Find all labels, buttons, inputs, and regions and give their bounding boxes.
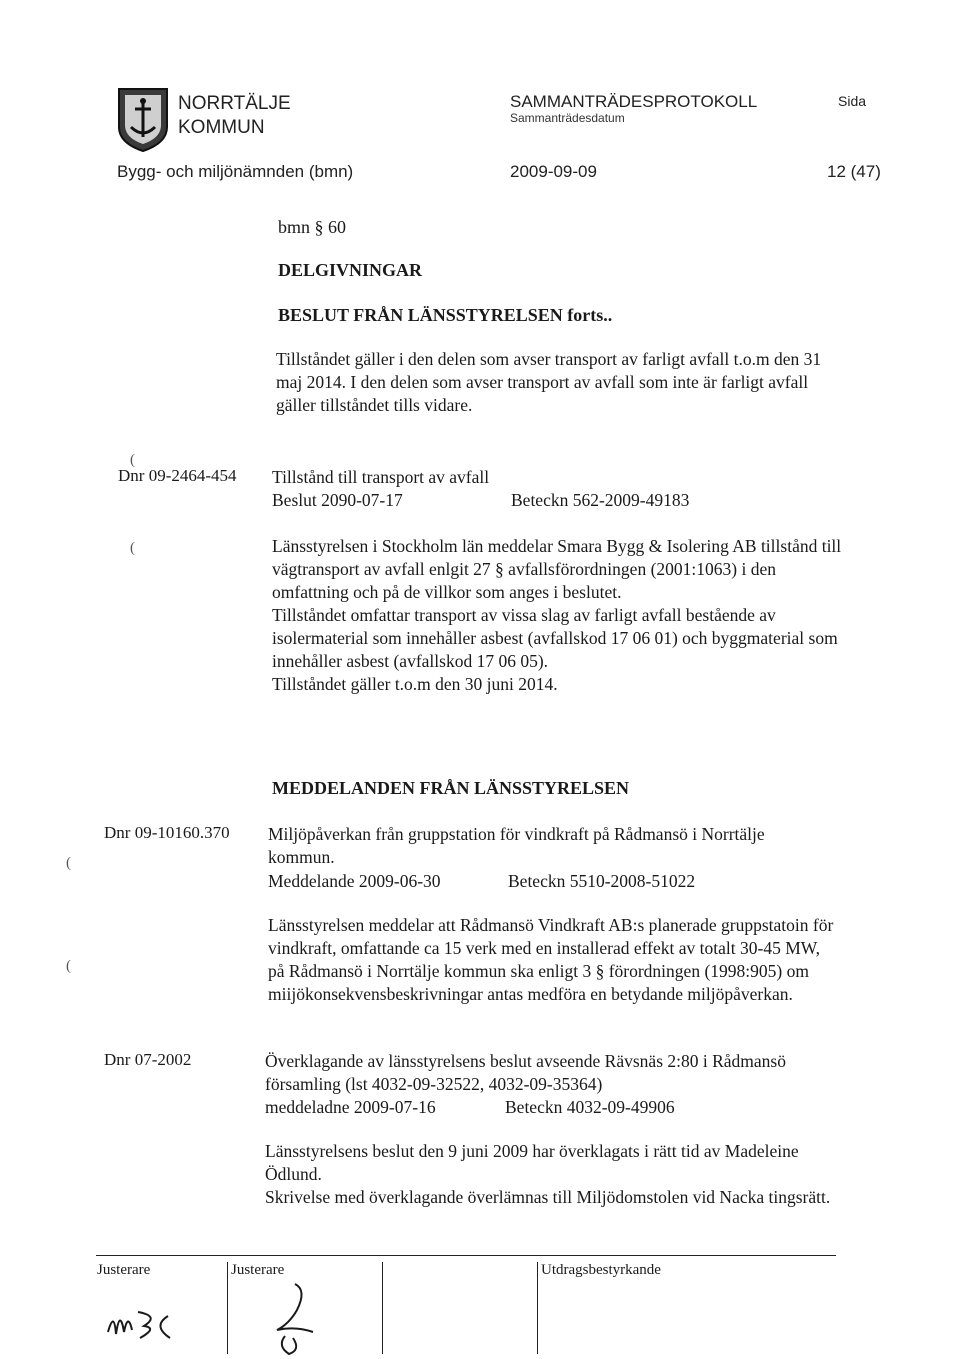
signer2-label: Justerare <box>231 1262 285 1278</box>
item2-body <box>268 914 833 1006</box>
item2-ref: Beteckn 5510-2008-51022 <box>508 871 696 891</box>
item3-body <box>265 1140 830 1209</box>
footer-divider <box>227 1262 228 1354</box>
footer-divider <box>382 1262 383 1354</box>
intro-line: gäller tillståndet tills vidare. <box>276 395 473 415</box>
body-line: vindkraft, omfattande ca 15 verk med en installerad effekt av totalt 30-45 MW, <box>268 938 821 958</box>
margin-mark: ( <box>130 540 135 556</box>
title-line: kommun. <box>268 847 335 867</box>
signature-2-handwritten <box>255 1280 335 1358</box>
meeting-date: 2009-09-09 <box>510 162 597 181</box>
intro-paragraph <box>276 348 821 417</box>
section-subtitle: BESLUT FRÅN LÄNSSTYRELSEN forts.. <box>278 305 613 325</box>
title-line: Överklagande av länsstyrelsens beslut avseende Rävsnäs 2:80 i Rådmansö <box>265 1051 786 1071</box>
item3-dnr: Dnr 07-2002 <box>104 1050 192 1069</box>
page-label: Sida <box>838 93 867 109</box>
item3-title <box>265 1050 786 1096</box>
item2-dnr: Dnr 09-10160.370 <box>104 823 230 842</box>
body-line: vägtransport av avfall enlgit 27 § avfallsförordningen (2001:1063) i den <box>272 559 776 579</box>
body-line: Skrivelse med överklagande överlämnas till Miljödomstolen vid Nacka tingsrätt. <box>265 1187 831 1207</box>
intro-line: Tillståndet gäller i den delen som avser transport av farligt avfall t.o.m den 31 <box>276 349 822 369</box>
meeting-date-label: Sammanträdesdatum <box>510 111 625 125</box>
body-line: Ödlund. <box>265 1164 322 1184</box>
intro-line: maj 2014. I den delen som avser transport av avfall som inte är farligt avfall <box>276 372 809 392</box>
municipality-crest-logo <box>117 87 169 153</box>
item1-dnr: Dnr 09-2464-454 <box>118 466 237 485</box>
body-line: Tillståndet gäller t.o.m den 30 juni 2014. <box>272 674 558 694</box>
margin-mark: ( <box>130 452 135 468</box>
item1-decision: Beslut 2090-07-17 <box>272 490 403 510</box>
body-line: Länsstyrelsen meddelar att Rådmansö Vindkraft AB:s planerade gruppstatoin för <box>268 915 834 935</box>
item3-decision: meddeladne 2009-07-16 <box>265 1097 436 1117</box>
signature-1-handwritten <box>100 1292 210 1352</box>
paragraph-reference: bmn § 60 <box>278 217 347 237</box>
board-name: Bygg- och miljönämnden (bmn) <box>117 162 354 181</box>
item1-body <box>272 535 841 696</box>
document-type: SAMMANTRÄDESPROTOKOLL <box>510 92 758 111</box>
section-title: DELGIVNINGAR <box>278 260 423 280</box>
margin-mark: ( <box>66 958 71 974</box>
body-line: Tillståndet omfattar transport av vissa slag av farligt avfall bestående av <box>272 605 776 625</box>
footer-rule <box>96 1255 836 1256</box>
footer-divider <box>537 1262 538 1354</box>
section2-title: MEDDELANDEN FRÅN LÄNSSTYRELSEN <box>272 778 630 798</box>
municipality-line1: NORRTÄLJE <box>178 93 291 114</box>
body-line: omfattning och på de villkor som anges i beslutet. <box>272 582 622 602</box>
page-number: 12 (47) <box>827 162 881 181</box>
item1-ref: Beteckn 562-2009-49183 <box>511 490 690 510</box>
margin-mark: ( <box>66 855 71 871</box>
extract-certifier-label: Utdragsbestyrkande <box>541 1262 661 1278</box>
title-line: församling (lst 4032-09-32522, 4032-09-35364) <box>265 1074 603 1094</box>
signer1-label: Justerare <box>97 1262 151 1278</box>
body-line: Länsstyrelsens beslut den 9 juni 2009 har överklagats i rätt tid av Madeleine <box>265 1141 799 1161</box>
municipality-name <box>178 92 291 140</box>
title-line: Miljöpåverkan från gruppstation för vindkraft på Rådmansö i Norrtälje <box>268 824 765 844</box>
body-line: innehåller asbest (avfallskod 17 06 05). <box>272 651 549 671</box>
item1-title: Tillstånd till transport av avfall <box>272 467 490 487</box>
body-line: på Rådmansö i Norrtälje kommun ska enligt 3 § förordningen (1998:905) om <box>268 961 809 981</box>
body-line: Länsstyrelsen i Stockholm län meddelar Smara Bygg & Isolering AB tillstånd till <box>272 536 842 556</box>
item2-title <box>268 823 765 869</box>
item2-decision: Meddelande 2009-06-30 <box>268 871 441 891</box>
body-line: miijökonsekvensbeskrivningar antas medföra en betydande miljöpåverkan. <box>268 984 793 1004</box>
body-line: isolermaterial som innehåller asbest (avfallskod 17 06 01) och byggmaterial som <box>272 628 838 648</box>
municipality-line2: KOMMUN <box>178 117 265 138</box>
item3-ref: Beteckn 4032-09-49906 <box>505 1097 675 1117</box>
